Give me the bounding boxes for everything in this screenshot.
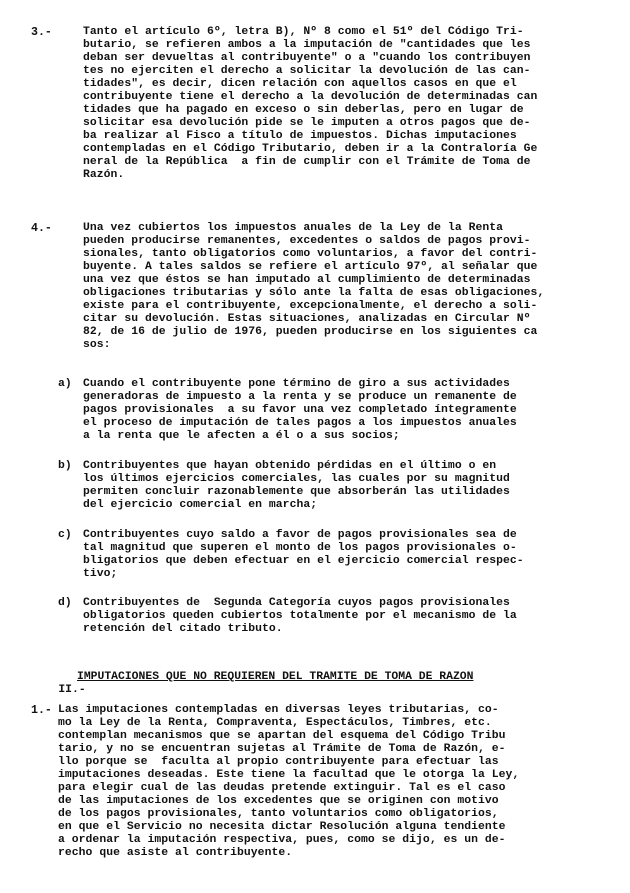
paragraph-line: de las imputaciones de los excedentes que se originen con motivo: [58, 795, 499, 807]
paragraph-line: recho que asiste al contribuyente.: [58, 847, 293, 859]
list-item-line: retención del citado tributo.: [83, 623, 283, 635]
list-item-line: Cuando el contribuyente pone término de giro a sus actividades: [83, 378, 510, 390]
list-item-label: a): [58, 378, 72, 390]
list-item-line: bligatorios que deben efectuar en el ejercicio comercial respec-: [83, 555, 524, 567]
paragraph-line: citar su devolución. Estas situaciones, analizadas en Circular Nº: [83, 313, 531, 325]
paragraph-line: obligaciones tributarias y sólo ante la falta de esas obligaciones,: [83, 287, 545, 299]
paragraph-line: tidades", es decir, dicen relación con aquellos casos en que el: [83, 78, 517, 90]
paragraph-line: tes no ejerciten el derecho a solicitar la devolución de las can-: [83, 65, 531, 77]
section-3-number: 3.-: [31, 26, 52, 39]
list-item-line: Contribuyentes de Segunda Categoría cuyos pagos provisionales: [83, 597, 510, 609]
paragraph-line: existe para el contribuyente, excepcionalmente, el derecho a soli-: [83, 300, 538, 312]
paragraph-line: de los pagos provisionales, tanto voluntarios como obligatorios,: [58, 808, 499, 820]
paragraph-line: tidades que ha pagado en exceso o sin deberlas, pero en lugar de: [83, 104, 524, 116]
paragraph-line: sos:: [83, 339, 111, 351]
paragraph-line: pueden producirse remanentes, excedentes o saldos de pagos provi-: [83, 235, 531, 247]
paragraph-line: imputaciones deseadas. Este tiene la facultad que le otorga la Ley,: [58, 769, 520, 781]
list-item-line: Contribuyentes cuyo saldo a favor de pagos provisionales sea de: [83, 529, 517, 541]
paragraph-line: Razón.: [83, 169, 125, 181]
list-item-line: obligatorios queden cubiertos totalmente por el mecanismo de la: [83, 610, 517, 622]
paragraph-line: para elegir cual de las deudas pretende extinguir. Tal es el caso: [58, 782, 506, 794]
list-item-line: permiten concluir razonablemente que absorberán las utilidades: [83, 486, 510, 498]
paragraph-line: sionales, tanto obligatorios como voluntarios, a favor del contri-: [83, 248, 538, 260]
list-item-line: a la renta que le afecten a él o a sus socios;: [83, 430, 400, 442]
paragraph-line: contemplan mecanismos que se apartan del esquema del Código Tribu: [58, 730, 506, 742]
paragraph-line: deban ser devueltas al contribuyente" o a "cuando los contribuyen: [83, 52, 531, 64]
paragraph-line: una vez que éstos se han imputado al cumplimiento de determinadas: [83, 274, 531, 286]
paragraph-line: buyente. A tales saldos se refiere el artículo 97º, al señalar que: [83, 261, 538, 273]
list-item-line: generadoras de impuesto a la renta y se produce un remanente de: [83, 391, 517, 403]
paragraph-line: contempladas en el Código Tributario, deben ir a la Contraloría Ge: [83, 143, 538, 155]
paragraph-line: en que el Servicio no necesita dictar Resolución alguna tendiente: [58, 821, 506, 833]
section-1-number: 1.-: [31, 704, 52, 717]
list-item-label: d): [58, 597, 72, 609]
list-item-label: b): [58, 460, 72, 472]
list-item-line: tal magnitud que superen el monto de los pagos provisionales o-: [83, 542, 517, 554]
paragraph-line: a ordenar la imputación respectiva, pues, como se dijo, es un de-: [58, 834, 506, 846]
paragraph-line: tario, y no se encuentran sujetas al Trámite de Toma de Razón, e-: [58, 743, 506, 755]
section-ii-number: II.-: [58, 684, 86, 696]
list-item-line: tivo;: [83, 568, 118, 580]
paragraph-line: solicitar esa devolución pide se le imputen a otros pagos que de-: [83, 117, 531, 129]
paragraph-line: contribuyente tiene el derecho a la devolución de determinadas can: [83, 91, 538, 103]
list-item-line: los últimos ejercicios comerciales, las cuales por su magnitud: [83, 473, 510, 485]
paragraph-line: Las imputaciones contempladas en diversas leyes tributarias, co-: [58, 704, 499, 716]
paragraph-line: Una vez cubiertos los impuestos anuales de la Ley de la Renta: [83, 222, 504, 234]
list-item-label: c): [58, 529, 72, 541]
paragraph-line: 82, de 16 de julio de 1976, pueden producirse en los siguientes ca: [83, 326, 538, 338]
list-item-line: del ejercicio comercial en marcha;: [83, 499, 318, 511]
list-item-line: pagos provisionales a su favor una vez completado íntegramente: [83, 404, 517, 416]
list-item-line: el proceso de imputación de tales pagos a los impuestos anuales: [83, 417, 517, 429]
list-item-line: Contribuyentes que hayan obtenido pérdidas en el último o en: [83, 460, 497, 472]
paragraph-line: mo la Ley de la Renta, Compraventa, Espectáculos, Timbres, etc.: [58, 717, 492, 729]
paragraph-line: Tanto el artículo 6º, letra B), Nº 8 como el 51º del Código Tri-: [83, 26, 524, 38]
section-4-number: 4.-: [31, 222, 52, 235]
paragraph-line: llo porque se faculta al propio contribuyente para efectuar las: [58, 756, 499, 768]
paragraph-line: ba realizar al Fisco a título de impuestos. Dichas imputaciones: [83, 130, 517, 142]
paragraph-line: neral de la República a fin de cumplir con el Trámite de Toma de: [83, 156, 531, 168]
section-ii-title: IMPUTACIONES QUE NO REQUIEREN DEL TRAMITE DE TOMA DE RAZON: [77, 671, 474, 683]
paragraph-line: butario, se refieren ambos a la imputación de "cantidades que les: [83, 39, 531, 51]
